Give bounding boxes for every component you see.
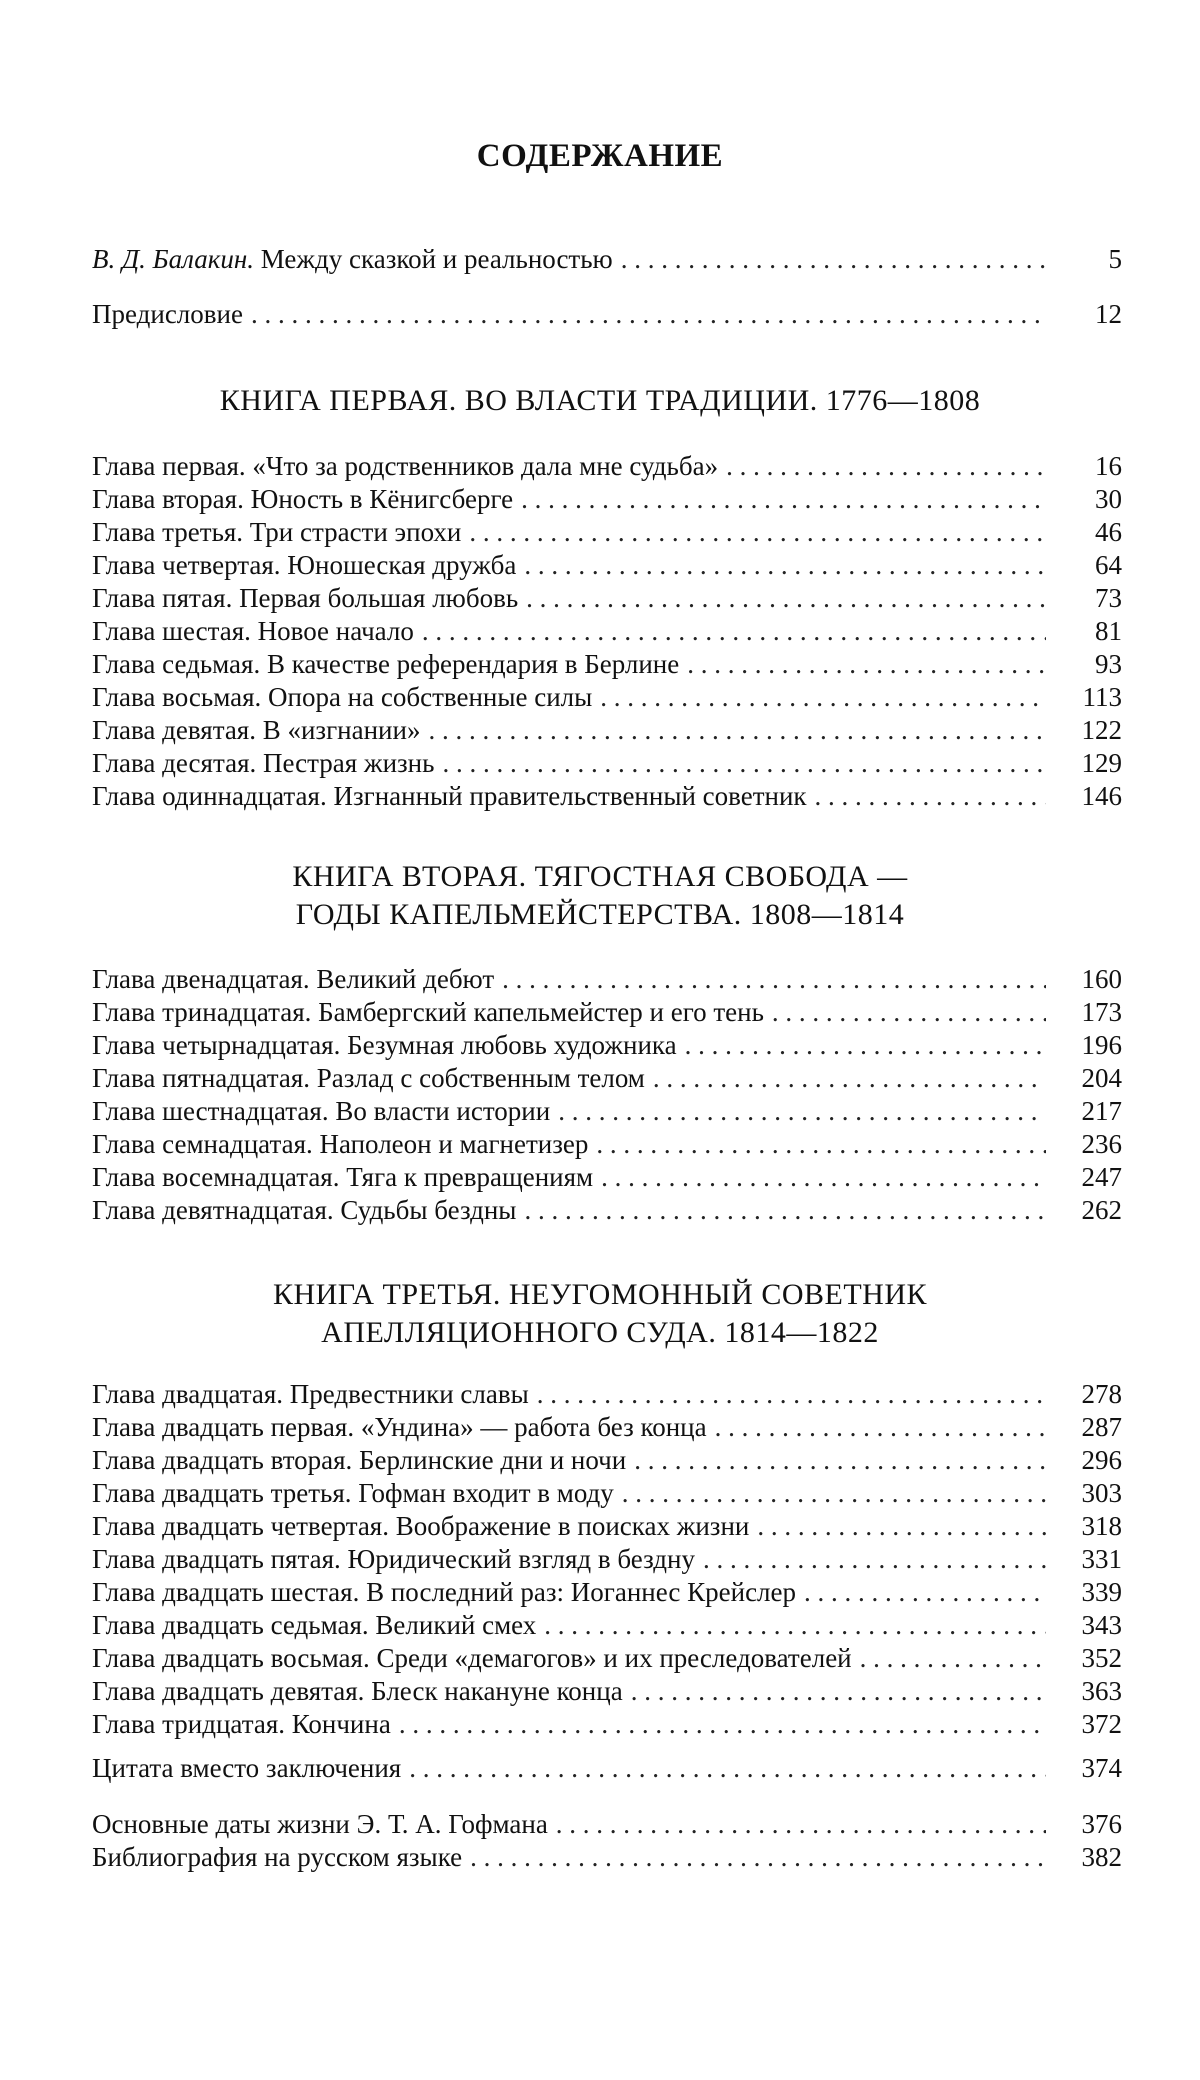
toc-entry (92, 1841, 1122, 1874)
leader-dots (556, 1808, 1046, 1841)
entry-title: Глава пятнадцатая. Разлад с собственным телом (92, 1063, 645, 1093)
entry-title: Глава двадцать пятая. Юридический взгляд в бездну (92, 1544, 695, 1574)
entry-title: Глава восьмая. Опора на собственные силы (92, 682, 593, 712)
entry-title: Глава четвертая. Юношеская дружба (92, 550, 517, 580)
entry-page: 247 (1081, 1162, 1122, 1192)
entry-page: 236 (1081, 1129, 1122, 1159)
toc-entry (92, 1609, 1122, 1642)
leader-dots (399, 1708, 1046, 1741)
book-1-heading (0, 382, 1200, 420)
entry-title: Глава двадцать вторая. Берлинские дни и ночи (92, 1445, 627, 1475)
toc-entry (92, 1444, 1122, 1477)
entry-page: 93 (1095, 649, 1122, 679)
leader-dots (422, 615, 1046, 648)
leader-dots (596, 1128, 1046, 1161)
toc-entry (92, 714, 1122, 747)
toc-entry (92, 1411, 1122, 1444)
entry-title: Глава шестнадцатая. Во власти истории (92, 1096, 551, 1126)
leader-dots (687, 648, 1046, 681)
entry-page: 12 (1095, 299, 1122, 329)
leader-dots (726, 450, 1046, 483)
entry-title: Глава тридцатая. Кончина (92, 1709, 391, 1739)
toc-entry (92, 615, 1122, 648)
toc-entry (92, 1194, 1122, 1227)
front-matter (92, 243, 1122, 276)
toc-entry (92, 298, 1122, 331)
entry-page: 376 (1081, 1809, 1122, 1839)
entry-title: Глава первая. «Что за родственников дала мне судьба» (92, 451, 719, 481)
leader-dots (757, 1510, 1046, 1543)
entry-title: Глава тринадцатая. Бамбергский капельмейстер и его тень (92, 997, 764, 1027)
entry-title: Глава десятая. Пестрая жизнь (92, 748, 435, 778)
leader-dots (815, 780, 1046, 813)
toc-entry (92, 516, 1122, 549)
entry-page: 196 (1081, 1030, 1122, 1060)
toc-entry (92, 1128, 1122, 1161)
entry-title: Глава двадцать девятая. Блеск накануне конца (92, 1676, 623, 1706)
entry-page: 318 (1081, 1511, 1122, 1541)
leader-dots (600, 681, 1046, 714)
toc-entry (92, 996, 1122, 1029)
entry-page: 382 (1081, 1842, 1122, 1872)
leader-dots (537, 1378, 1046, 1411)
entry-page: 160 (1081, 964, 1122, 994)
toc-entry (92, 681, 1122, 714)
entry-title: Глава третья. Три страсти эпохи (92, 517, 462, 547)
entry-title: Глава двадцать восьмая. Среди «демагогов» и их преследователей (92, 1643, 852, 1673)
toc-entry (92, 1161, 1122, 1194)
leader-dots (653, 1062, 1046, 1095)
entry-title: Библиография на русском языке (92, 1842, 463, 1872)
entry-page: 296 (1081, 1445, 1122, 1475)
entry-title: Глава седьмая. В качестве референдария в Берлине (92, 649, 680, 679)
leader-dots (558, 1095, 1046, 1128)
leader-dots (409, 1752, 1046, 1785)
leader-dots (772, 996, 1046, 1029)
leader-dots (524, 1194, 1046, 1227)
toc-entry (92, 1576, 1122, 1609)
entry-title: Глава вторая. Юность в Кёнигсберге (92, 484, 514, 514)
back-matter-1 (92, 1752, 1122, 1785)
entry-page: 122 (1081, 715, 1122, 745)
toc-entry (92, 963, 1122, 996)
entry-title: Глава двадцатая. Предвестники славы (92, 1379, 529, 1409)
entry-title: Глава двадцать четвертая. Воображение в поисках жизни (92, 1511, 750, 1541)
leader-dots (524, 549, 1046, 582)
leader-dots (804, 1576, 1046, 1609)
toc-entry (92, 450, 1122, 483)
entry-page: 278 (1081, 1379, 1122, 1409)
book-3-chapters (92, 1378, 1122, 1741)
leader-dots (622, 1477, 1046, 1510)
entry-title: Глава девятая. В «изгнании» (92, 715, 421, 745)
entry-page: 16 (1095, 451, 1122, 481)
toc-entry (92, 1752, 1122, 1785)
entry-page: 303 (1081, 1478, 1122, 1508)
leader-dots (634, 1444, 1046, 1477)
entry-page: 287 (1081, 1412, 1122, 1442)
toc-entry (92, 582, 1122, 615)
toc-entry (92, 1708, 1122, 1741)
leader-dots (621, 243, 1046, 276)
toc-entry (92, 1095, 1122, 1128)
toc-entry (92, 243, 1122, 276)
entry-title: Глава двадцать шестая. В последний раз: Иоганнес Крейслер (92, 1577, 797, 1607)
book-heading-line: ГОДЫ КАПЕЛЬМЕЙСТЕРСТВА. 1808—1814 (295, 898, 905, 931)
leader-dots (428, 714, 1046, 747)
entry-page: 81 (1095, 616, 1122, 646)
entry-page: 173 (1081, 997, 1122, 1027)
entry-title: Между сказкой и реальностью (260, 244, 613, 274)
entry-title: Предисловие (92, 299, 243, 329)
leader-dots (470, 1841, 1046, 1874)
book-heading-line: КНИГА ПЕРВАЯ. ВО ВЛАСТИ ТРАДИЦИИ. 1776—1808 (219, 384, 981, 417)
toc-entry (92, 1477, 1122, 1510)
leader-dots (442, 747, 1046, 780)
entry-title: Глава шестая. Новое начало (92, 616, 414, 646)
toc-entry (92, 1062, 1122, 1095)
entry-page: 129 (1081, 748, 1122, 778)
entry-page: 30 (1095, 484, 1122, 514)
entry-page: 372 (1081, 1709, 1122, 1739)
entry-page: 339 (1081, 1577, 1122, 1607)
entry-title: Глава четырнадцатая. Безумная любовь художника (92, 1030, 677, 1060)
book-heading-line: АПЕЛЛЯЦИОННОГО СУДА. 1814—1822 (321, 1316, 879, 1349)
entry-page: 374 (1081, 1753, 1122, 1783)
leader-dots (251, 298, 1046, 331)
entry-page: 217 (1081, 1096, 1122, 1126)
leader-dots (544, 1609, 1046, 1642)
toc-entry (92, 549, 1122, 582)
entry-page: 331 (1081, 1544, 1122, 1574)
entry-title: Основные даты жизни Э. Т. А. Гофмана (92, 1809, 548, 1839)
leader-dots (601, 1161, 1046, 1194)
entry-title: Глава двадцать седьмая. Великий смех (92, 1610, 537, 1640)
leader-dots (685, 1029, 1046, 1062)
leader-dots (631, 1675, 1046, 1708)
back-matter-2 (92, 1808, 1122, 1874)
entry-page: 262 (1081, 1195, 1122, 1225)
book-1-chapters (92, 450, 1122, 813)
entry-author: В. Д. Балакин. (92, 244, 254, 274)
entry-page: 363 (1081, 1676, 1122, 1706)
leader-dots (715, 1411, 1046, 1444)
book-heading-line: КНИГА ТРЕТЬЯ. НЕУГОМОННЫЙ СОВЕТНИК (272, 1278, 928, 1311)
book-2-heading (0, 858, 1200, 934)
toc-entry (92, 483, 1122, 516)
book-heading-line: КНИГА ВТОРАЯ. ТЯГОСТНАЯ СВОБОДА — (292, 860, 908, 893)
entry-title: Глава двадцать третья. Гофман входит в моду (92, 1478, 614, 1508)
leader-dots (469, 516, 1046, 549)
leader-dots (526, 582, 1046, 615)
toc-entry (92, 1808, 1122, 1841)
entry-title: Глава восемнадцатая. Тяга к превращениям (92, 1162, 594, 1192)
toc-entry (92, 1029, 1122, 1062)
leader-dots (703, 1543, 1046, 1576)
leader-dots (521, 483, 1046, 516)
book-2-chapters (92, 963, 1122, 1227)
entry-title: Глава семнадцатая. Наполеон и магнетизер (92, 1129, 589, 1159)
toc-entry (92, 1642, 1122, 1675)
entry-title: Глава одиннадцатая. Изгнанный правительственный советник (92, 781, 807, 811)
toc-entry (92, 1675, 1122, 1708)
toc-entry (92, 1510, 1122, 1543)
page-title: СОДЕРЖАНИЕ (476, 138, 724, 174)
toc-entry (92, 780, 1122, 813)
entry-title: Глава девятнадцатая. Судьбы бездны (92, 1195, 517, 1225)
leader-dots (502, 963, 1046, 996)
entry-title: Глава двенадцатая. Великий дебют (92, 964, 495, 994)
leader-dots (860, 1642, 1046, 1675)
entry-page: 146 (1081, 781, 1122, 811)
front-matter-2 (92, 298, 1122, 331)
toc-entry (92, 1543, 1122, 1576)
entry-page: 113 (1082, 682, 1122, 712)
entry-page: 352 (1081, 1643, 1122, 1673)
entry-title: Глава двадцать первая. «Ундина» — работа без конца (92, 1412, 707, 1442)
entry-title: Цитата вместо заключения (92, 1753, 402, 1783)
entry-page: 64 (1095, 550, 1122, 580)
entry-page: 73 (1095, 583, 1122, 613)
entry-page: 343 (1081, 1610, 1122, 1640)
toc-entry (92, 648, 1122, 681)
toc-entry (92, 747, 1122, 780)
entry-title: Глава пятая. Первая большая любовь (92, 583, 519, 613)
toc-entry (92, 1378, 1122, 1411)
entry-page: 204 (1081, 1063, 1122, 1093)
entry-page: 5 (1108, 244, 1122, 274)
book-3-heading (0, 1276, 1200, 1352)
entry-page: 46 (1095, 517, 1122, 547)
